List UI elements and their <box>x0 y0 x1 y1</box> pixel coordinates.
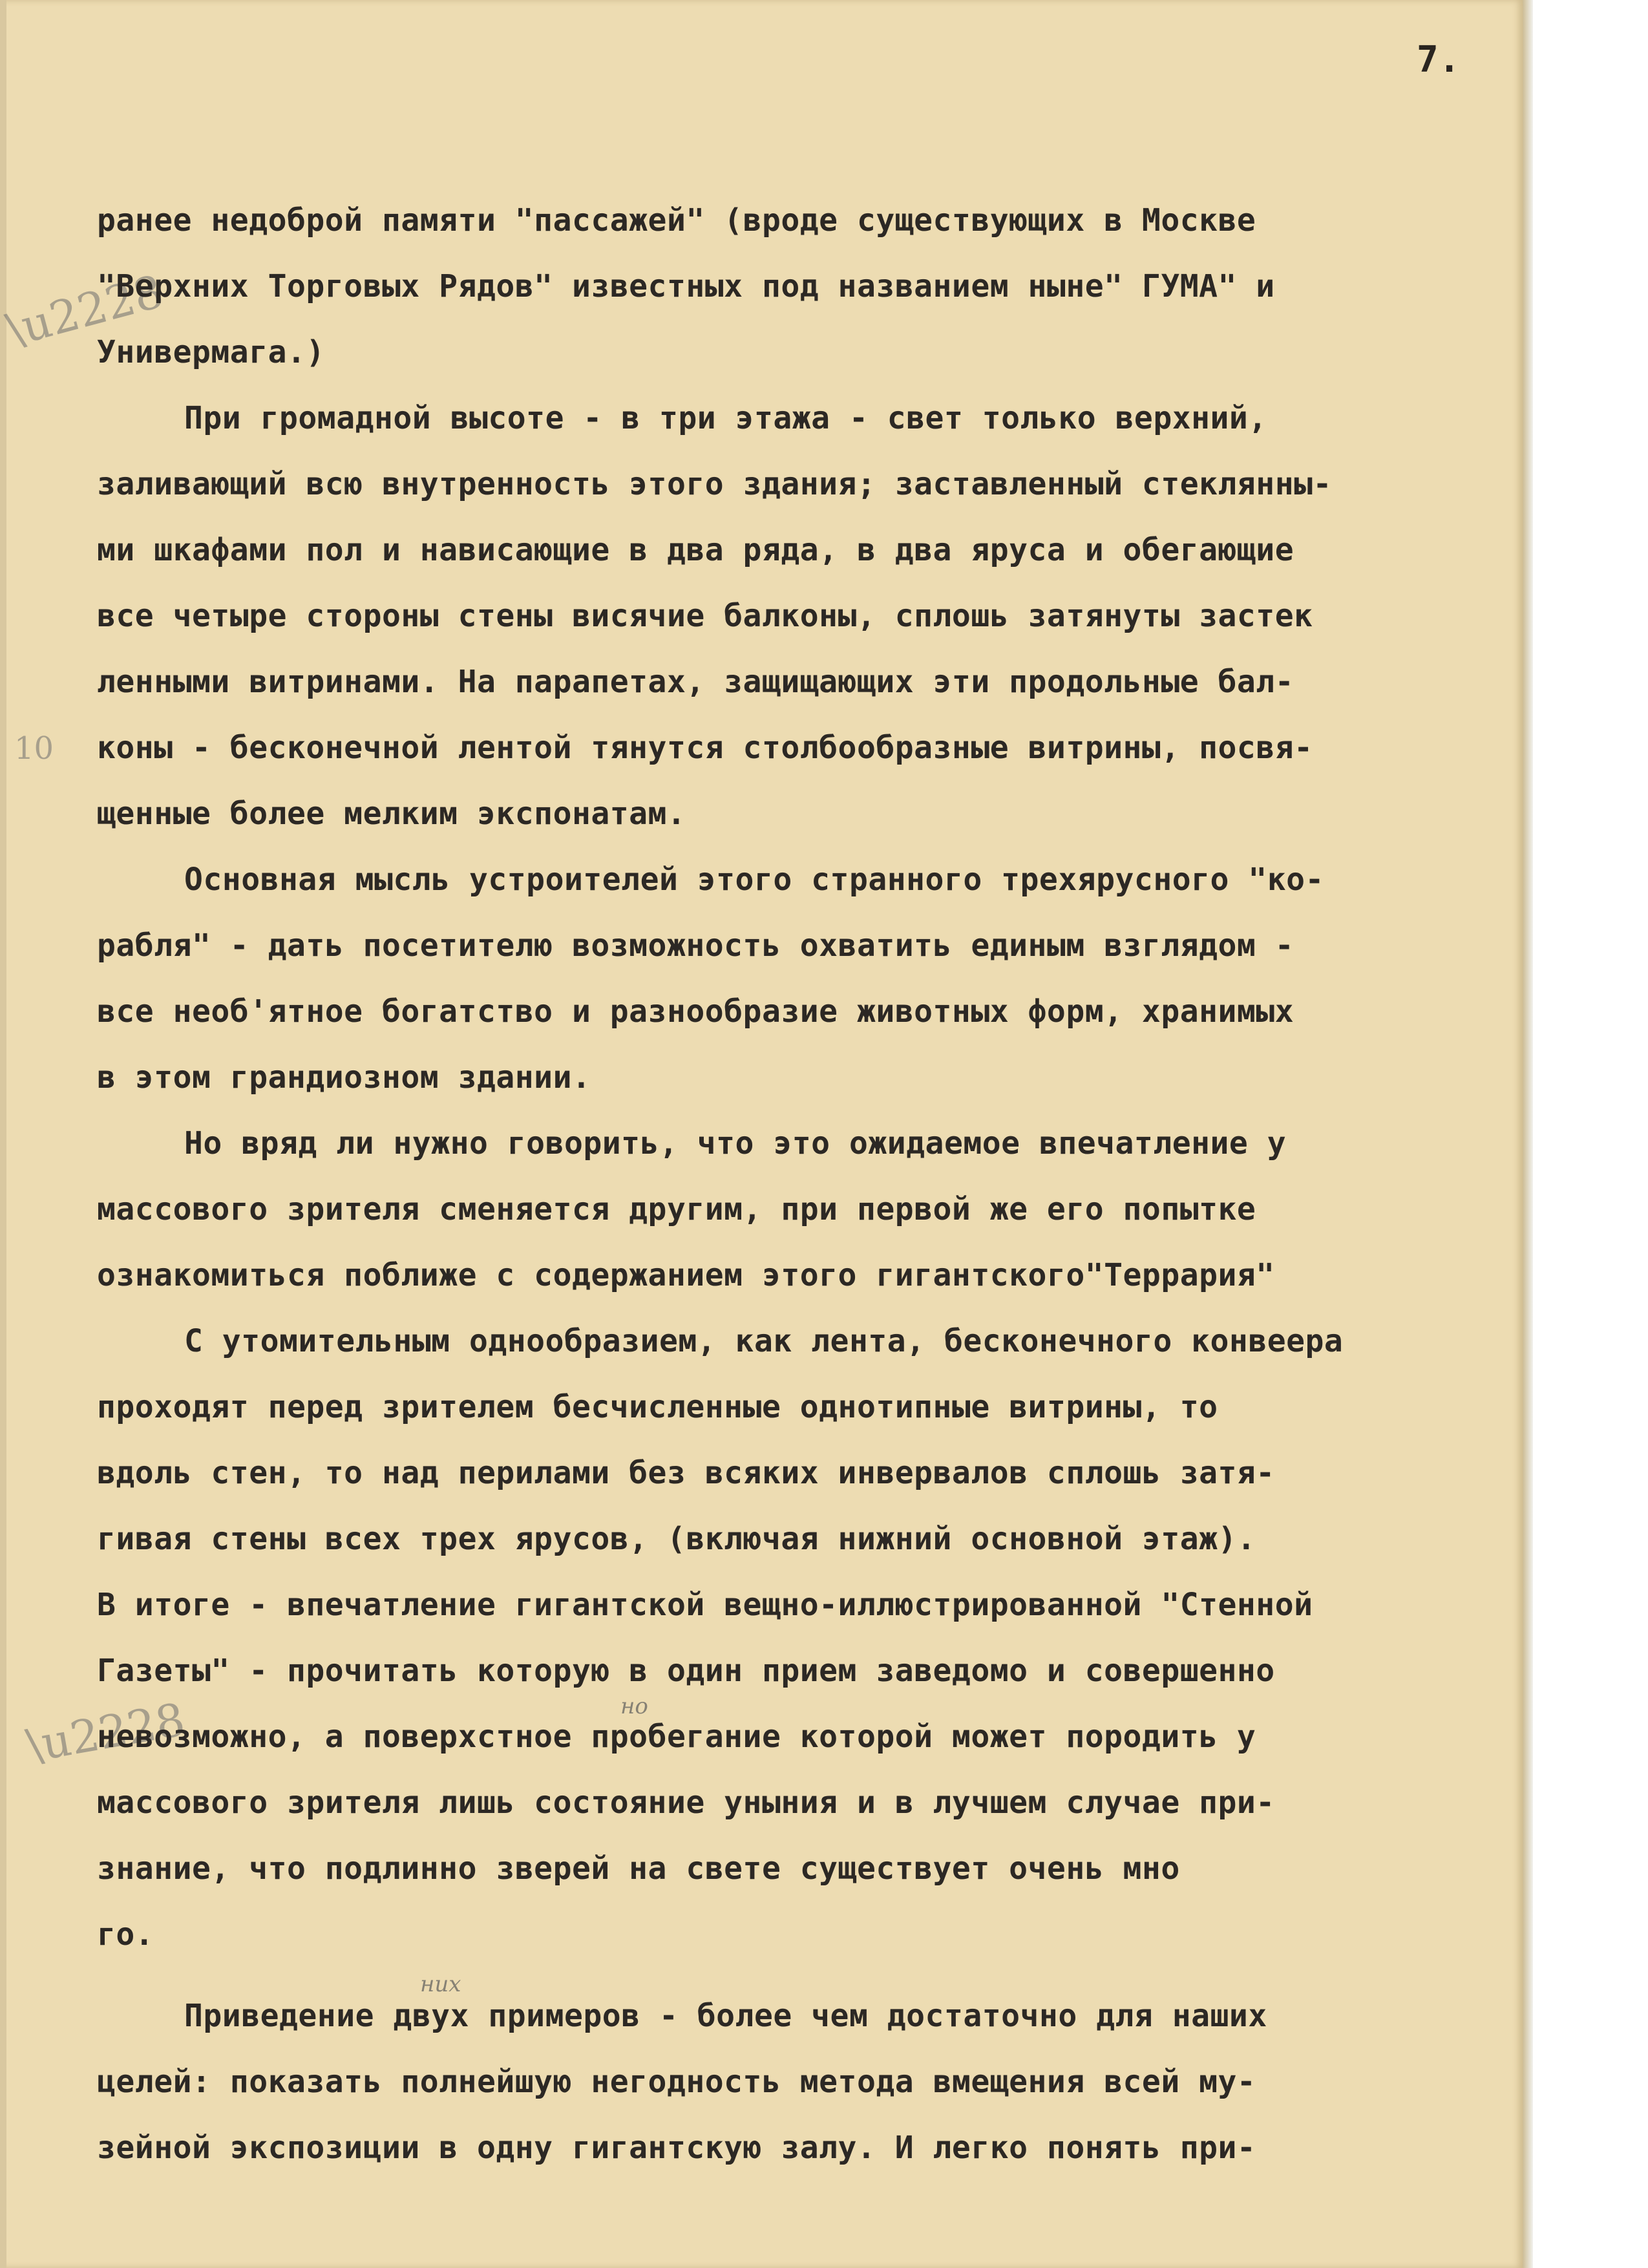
text-line: рабля" - дать посетителю возможность охватить единым взглядом - <box>97 927 1294 964</box>
text-line: коны - бесконечной лентой тянутся столбообразные витрины, посвя- <box>97 730 1313 766</box>
text-line: ми шкафами пол и нависающие в два ряда, в два яруса и обегающие <box>97 532 1294 568</box>
text-line: проходят перед зрителем бесчисленные однотипные витрины, то <box>97 1389 1218 1425</box>
margin-check-mark-2: \u2228 <box>22 1693 189 1773</box>
text-line: ранее недоброй памяти "пассажей" (вроде существующих в Москве <box>97 202 1256 238</box>
text-line: знание, что подлинно зверей на свете существует очень мно <box>97 1850 1180 1887</box>
text-line: Основная мысль устроителей этого странного трехярусного "ко- <box>184 862 1324 898</box>
text-line: "Верхних Торговых Рядов" известных под названием ныне" ГУМА" и <box>97 268 1275 304</box>
text-line: ознакомиться поближе с содержанием этого гигантского"Террария" <box>97 1257 1275 1293</box>
text-line: зейной экспозиции в одну гигантскую залу. И легко понять при- <box>97 2130 1256 2166</box>
text-line: все четыре стороны стены висячие балконы, сплошь затянуты застек <box>97 598 1313 634</box>
handwritten-correction-no: но <box>620 1693 648 1719</box>
faint-stamp <box>1129 84 1327 156</box>
text-line: заливающий всю внутренность этого здания; заставленный стеклянны- <box>97 466 1332 502</box>
text-line: При громадной высоте - в три этажа - свет только верхний, <box>184 400 1267 436</box>
text-line: целей: показать полнейшую негодность метода вмещения всей му- <box>97 2064 1256 2100</box>
text-line: вдоль стен, то над перилами без всяких инвервалов сплошь затя- <box>97 1455 1275 1491</box>
page-left-edge <box>0 0 6 2268</box>
text-line: Приведение двух примеров - более чем достаточно для наших <box>184 1998 1267 2034</box>
text-line: Универмага.) <box>97 334 325 370</box>
page-number: 7. <box>1417 39 1461 81</box>
text-line: в этом грандиозном здании. <box>97 1059 591 1096</box>
text-line: невозможно, а поверхстное пробегание которой может породить у <box>97 1719 1256 1755</box>
text-line: массового зрителя сменяется другим, при первой же его попытке <box>97 1191 1256 1227</box>
text-line: В итоге - впечатление гигантской вещно-иллюстрированной "Стенной <box>97 1587 1313 1623</box>
text-line: гивая стены всех трех ярусов, (включая нижний основной этаж). <box>97 1521 1256 1557</box>
text-line: щенные более мелким экспонатам. <box>97 796 686 832</box>
typewritten-text-body <box>97 187 1525 2181</box>
text-line: все необ'ятное богатство и разнообразие животных форм, хранимых <box>97 993 1294 1030</box>
text-line: массового зрителя лишь состояние уныния и в лучшем случае при- <box>97 1785 1275 1821</box>
text-line: ленными витринами. На парапетах, защищающих эти продольные бал- <box>97 664 1294 700</box>
text-line: го. <box>97 1916 154 1953</box>
handwritten-correction-nikh: них <box>420 1971 461 1997</box>
text-line: Но вряд ли нужно говорить, что это ожидаемое впечатление у <box>184 1125 1287 1161</box>
text-line: С утомительным однообразием, как лента, бесконечного конвеера <box>184 1323 1344 1359</box>
text-line: Газеты" - прочитать которую в один прием заведомо и совершенно <box>97 1653 1275 1689</box>
margin-number-ten: 10 <box>14 730 54 767</box>
page-right-edge <box>1523 0 1533 2268</box>
margin-check-mark-1: \u2228 <box>1 264 169 357</box>
